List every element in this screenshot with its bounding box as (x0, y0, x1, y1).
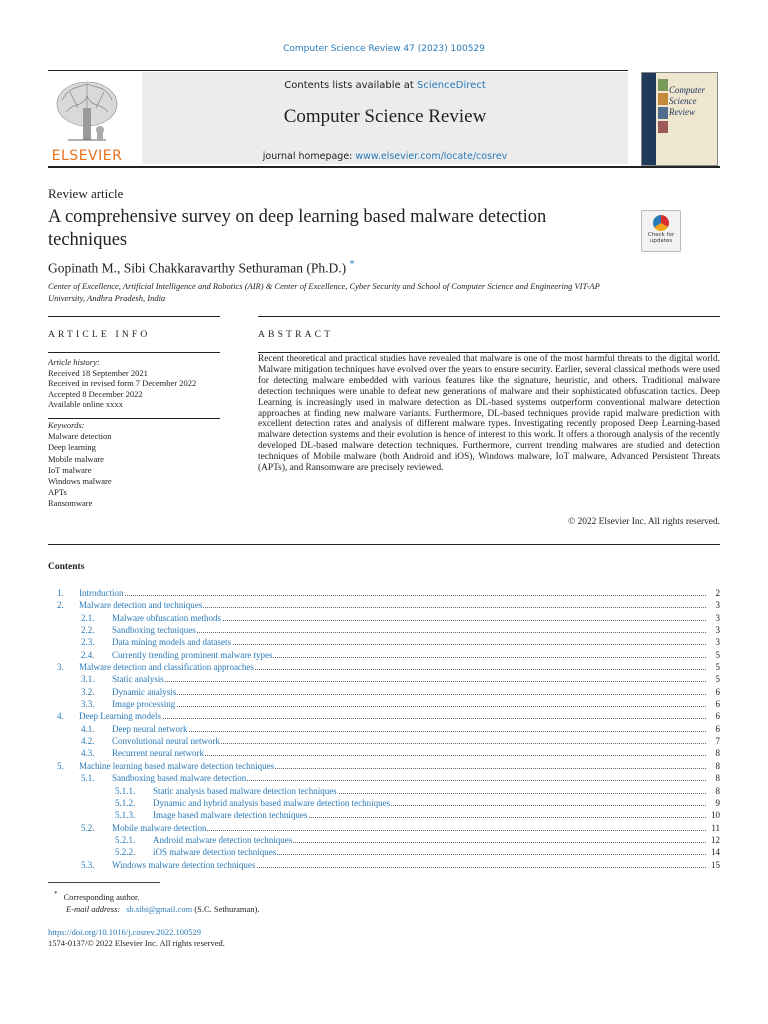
toc-entry-page: 12 (711, 834, 720, 845)
keyword: APTs (48, 487, 67, 498)
email-label: E-mail address: (66, 904, 121, 914)
toc-entry-number: 2.2. (81, 625, 95, 636)
toc-entry-title[interactable]: Static analysis based malware detection techniques (153, 785, 337, 796)
toc-entry-title[interactable]: Dynamic analysis (112, 686, 177, 697)
toc-entry-number: 4.1. (81, 723, 95, 734)
toc-entry-page: 6 (715, 699, 720, 710)
toc-entry-title[interactable]: Sandboxing techniques (112, 625, 196, 636)
sciencedirect-link[interactable]: ScienceDirect (417, 80, 486, 91)
toc-entry[interactable] (48, 809, 720, 821)
journal-name: Computer Science Review (283, 106, 487, 127)
toc-entry-title[interactable]: Introduction (79, 588, 124, 598)
toc-entry-number: 5.2.2. (115, 847, 136, 858)
author-names: Gopinath M., Sibi Chakkaravarthy Sethuraman (Ph.D.) (48, 260, 347, 276)
toc-dot-leader (79, 710, 706, 719)
toc-entry-page: 3 (715, 612, 720, 623)
toc-entry-page: 8 (715, 773, 720, 784)
abstract-heading: ABSTRACT (258, 330, 334, 340)
article-info-heading: ARTICLE INFO (48, 330, 151, 340)
toc-entry[interactable] (48, 624, 720, 636)
keyword: Windows malware (48, 476, 112, 487)
toc-dot-leader (112, 698, 706, 707)
toc-entry-title[interactable]: Windows malware detection techniques (112, 859, 256, 870)
keyword: IoT malware (48, 464, 92, 475)
journal-citation[interactable]: Computer Science Review 47 (2023) 100529 (283, 44, 485, 54)
contents-prefix: Contents lists available at (284, 80, 418, 91)
toc-entry-page: 7 (715, 736, 720, 747)
toc-entry[interactable] (48, 834, 720, 846)
toc-entry[interactable] (48, 636, 720, 648)
toc-entry-number: 4.3. (81, 748, 95, 759)
journal-homepage-link[interactable]: www.elsevier.com/locate/cosrev (355, 151, 508, 162)
toc-entry[interactable] (48, 710, 720, 722)
article-info-sub-rule (48, 352, 220, 353)
toc-entry-page: 6 (715, 723, 720, 734)
toc-entry-title[interactable]: Currently trending prominent malware types (112, 649, 273, 660)
toc-entry-page: 5 (715, 649, 720, 660)
toc-entry[interactable] (48, 673, 720, 685)
keywords-label: Keywords: (48, 420, 85, 430)
article-type: Review article (48, 186, 124, 201)
toc-entry-number: 2.1. (81, 612, 95, 623)
author-affiliation: Center of Excellence, Artificial Intelligence and Robotics (AIR) & Center of Excellence, Cyber Security and School of Computer Science and Engineering VIT-AP University, Andhra Pradesh, India (48, 281, 600, 303)
toc-entry-page: 5 (715, 674, 720, 685)
cover-mosaic (658, 79, 668, 135)
toc-entry-page: 3 (715, 637, 720, 648)
toc-entry[interactable] (48, 846, 720, 858)
toc-dot-leader (112, 624, 706, 633)
toc-dot-leader (112, 686, 706, 695)
header-top-rule (48, 70, 628, 71)
cover-side-band (642, 73, 656, 165)
header-bottom-rule (48, 166, 720, 168)
check-updates-icon (653, 215, 669, 231)
contents-heading: Contents (48, 562, 85, 572)
toc-entry[interactable] (48, 698, 720, 710)
journal-homepage-line (142, 151, 628, 162)
toc-entry[interactable] (48, 735, 720, 747)
doi-link[interactable]: https://doi.org/10.1016/j.cosrev.2022.100529 (48, 927, 201, 937)
toc-entry[interactable] (48, 661, 720, 673)
toc-entry[interactable] (48, 772, 720, 784)
toc-entry-title[interactable]: Static analysis (112, 674, 164, 685)
author-list (48, 259, 354, 277)
toc-entry[interactable] (48, 822, 720, 834)
toc-entry-number: 5.2.1. (115, 834, 136, 845)
toc-entry-page: 8 (715, 748, 720, 759)
footnote-text: Corresponding author. (63, 891, 140, 902)
cover-title-line: Review (669, 107, 695, 117)
toc-entry-title[interactable]: Android malware detection techniques (153, 834, 293, 845)
toc-entry-number: 2. (57, 600, 64, 611)
toc-entry[interactable] (48, 859, 720, 871)
toc-entry-title[interactable]: Deep neural network (112, 723, 188, 734)
toc-entry[interactable] (48, 599, 720, 611)
toc-entry-title[interactable]: Malware detection and techniques (79, 600, 203, 611)
toc-dot-leader (112, 723, 706, 732)
abstract-body: Recent theoretical and practical studies have revealed that malware is one of the most harmful threats to the digital world. Malware mitigation techniques have evolved over the years to ensure security. Earlier, several classical methods were used for detecting malware embedded with various features like the signature, heuristic, and others. Traditional malware detection techniques were unable to defeat new generations of malware and their sophisticated obfuscation tactics. Deep Learning is increasingly used in malware detection as DL-based systems outperform conventional malware detection approaches at finding new malware variants. Furthermore, DL-based techniques provide rapid malware prediction with excellent detection rates and analysis of different malware types. Investigating recently proposed Deep Learning-based malware detection systems and their evolution is hence of interest to this work. It offers a thorough analysis of the recently developed DL-based malware detection techniques. Furthermore, current trending malwares are studied and detection techniques of Mobile malware (both Android and iOS), Windows malware, IoT malware, Advanced Persistent Threats (APTs), and Ransomware are precisely reviewed. (258, 354, 720, 474)
toc-entry-number: 4. (57, 711, 64, 722)
toc-entry-number: 5.2. (81, 822, 95, 833)
issn-copyright: 1574-0137/© 2022 Elsevier Inc. All rights reserved. (48, 938, 225, 948)
check-updates-label: Check for updates (647, 232, 675, 244)
history-entry: Received in revised form 7 December 2022 (48, 378, 197, 389)
toc-entry-title[interactable]: Recurrent neural network (112, 748, 204, 759)
history-entry: Available online xxxx (48, 399, 123, 410)
toc-entry-page: 3 (715, 625, 720, 636)
toc-entry-title[interactable]: Data mining models and datasets (112, 637, 231, 648)
keywords-rule (48, 418, 220, 419)
footnote-rule (48, 882, 160, 883)
toc-entry-page: 15 (711, 859, 720, 870)
cover-title (669, 85, 705, 118)
contents-availability-line (142, 80, 628, 91)
article-info-top-rule (48, 316, 220, 317)
toc-entry-page: 3 (715, 600, 720, 611)
toc-entry[interactable] (48, 649, 720, 661)
toc-entry[interactable] (48, 785, 720, 797)
toc-entry-number: 2.4. (81, 649, 95, 660)
keyword: Ransomware (48, 498, 93, 509)
toc-entry-page: 8 (715, 785, 720, 796)
toc-entry-page: 6 (715, 686, 720, 697)
toc-entry[interactable] (48, 612, 720, 624)
toc-entry[interactable] (48, 760, 720, 772)
article-history (48, 357, 223, 410)
toc-entry-title[interactable]: Sandboxing based malware detection (112, 773, 247, 784)
toc-entry-title[interactable]: Dynamic and hybrid analysis based malware detection techniques (153, 797, 391, 808)
keyword: Malware detection (48, 431, 112, 442)
toc-entry-number: 5.1.1. (115, 785, 136, 796)
toc-entry-title[interactable]: Convolutional neural network (112, 736, 220, 747)
toc-entry-number: 5.1.2. (115, 797, 136, 808)
toc-entry-title[interactable]: Malware obfuscation methods (112, 612, 221, 623)
toc-entry-title[interactable]: Deep Learning models (79, 711, 161, 722)
toc-entry-number: 3.2. (81, 686, 95, 697)
history-label: Article history: (48, 357, 100, 367)
history-entry: Accepted 8 December 2022 (48, 388, 143, 399)
toc-entry-title[interactable]: Image based malware detection techniques (153, 810, 308, 821)
toc-entry[interactable] (48, 797, 720, 809)
toc-entry-page: 14 (711, 847, 720, 858)
toc-entry-title[interactable]: iOS malware detection techniques (153, 847, 277, 858)
toc-entry-number: 4.2. (81, 736, 95, 747)
email-link[interactable]: sb.sibi@gmail.com (126, 904, 193, 914)
cover-title-line: Science (669, 96, 697, 106)
toc-entry-number: 5. (57, 760, 64, 771)
toc-entry[interactable] (48, 587, 720, 599)
corresponding-author-mark[interactable]: * (349, 259, 355, 270)
toc-entry-number: 1. (57, 588, 64, 598)
corresponding-author-footnote (54, 890, 140, 902)
keyword: Deep learning (48, 442, 96, 453)
abstract-sub-rule (258, 352, 720, 353)
toc-entry-title[interactable]: Image processing (112, 699, 176, 710)
toc-entry-number: 5.1.3. (115, 810, 136, 821)
toc-entry-number: 2.3. (81, 637, 95, 648)
toc-entry-number: 3. (57, 662, 64, 673)
email-footnote (66, 904, 259, 914)
email-suffix: (S.C. Sethuraman). (194, 904, 260, 914)
keyword: Mobile malware (48, 453, 104, 464)
toc-entry-number: 5.1. (81, 773, 95, 784)
toc-entry[interactable] (48, 747, 720, 759)
toc-entry-page: 10 (711, 810, 720, 821)
homepage-prefix: journal homepage: (262, 151, 356, 162)
cover-title-line: Computer (669, 85, 705, 95)
toc-entry-page: 6 (715, 711, 720, 722)
toc-entry-title[interactable]: Mobile malware detection (112, 822, 207, 833)
footnote-symbol: * (54, 890, 58, 898)
journal-cover-thumbnail[interactable] (641, 72, 718, 166)
keywords-list (48, 420, 223, 510)
toc-entry-page: 9 (715, 797, 720, 808)
abstract-top-rule (258, 316, 720, 317)
toc-entry-number: 5.3. (81, 859, 95, 870)
abstract-copyright: © 2022 Elsevier Inc. All rights reserved. (568, 517, 720, 527)
toc-entry-page: 5 (715, 662, 720, 673)
toc-entry-page: 2 (715, 588, 720, 598)
toc-entry[interactable] (48, 686, 720, 698)
toc-entry-page: 8 (715, 760, 720, 771)
toc-entry-number: 3.3. (81, 699, 95, 710)
history-entry: Received 18 September 2021 (48, 367, 148, 378)
toc-dot-leader (79, 587, 706, 596)
table-of-contents (48, 587, 720, 871)
elsevier-logo-text: ELSEVIER (51, 148, 123, 164)
toc-entry-title[interactable]: Malware detection and classification approaches (79, 662, 254, 673)
toc-entry-page: 11 (711, 822, 720, 833)
toc-entry[interactable] (48, 723, 720, 735)
article-title: A comprehensive survey on deep learning based malware detection techniques (48, 207, 547, 250)
toc-dot-leader (112, 673, 706, 682)
front-matter-bottom-rule (48, 544, 720, 545)
check-for-updates-badge[interactable] (641, 210, 681, 252)
toc-entry-number: 3.1. (81, 674, 95, 685)
toc-entry-title[interactable]: Machine learning based malware detection techniques (79, 760, 275, 771)
